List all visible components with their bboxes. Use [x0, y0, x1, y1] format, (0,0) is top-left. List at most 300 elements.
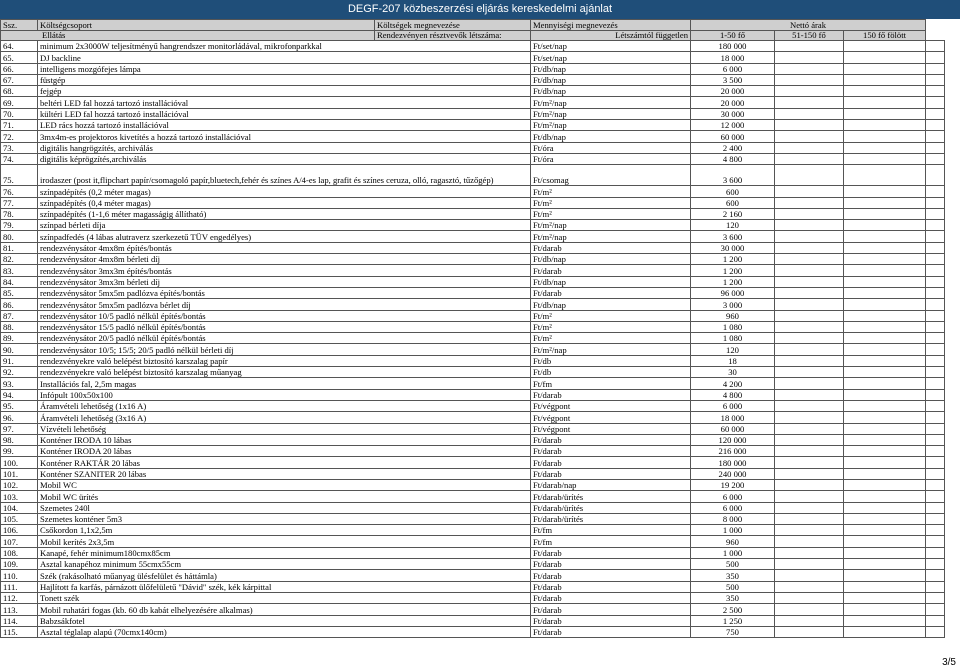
- row-description: DJ backline: [38, 52, 531, 63]
- row-number: 100.: [1, 457, 38, 468]
- row-price-1-50: [775, 108, 844, 119]
- row-price-51-150: [844, 231, 926, 242]
- row-unit: Ft/m²: [531, 208, 691, 219]
- table-row: [1, 367, 945, 378]
- row-number: 95.: [1, 400, 38, 411]
- row-price-150-plus: [926, 74, 945, 85]
- table-row: [1, 457, 945, 468]
- row-description: Konténer RAKTÁR 20 lábas: [38, 457, 531, 468]
- row-unit: Ft/set/nap: [531, 52, 691, 63]
- row-price-51-150: [844, 165, 926, 186]
- table-row: [1, 97, 945, 108]
- header-mennyisegi-megnevezes: Mennyiségi megnevezés: [531, 20, 691, 31]
- row-price: 750: [691, 626, 775, 637]
- row-price-1-50: [775, 287, 844, 298]
- row-price-150-plus: [926, 468, 945, 479]
- row-price: 12 000: [691, 120, 775, 131]
- row-price: 1 250: [691, 615, 775, 626]
- row-price-1-50: [775, 74, 844, 85]
- row-description: rendezvényekre való belépést biztosító karszalag papír: [38, 355, 531, 366]
- row-price-1-50: [775, 559, 844, 570]
- row-description: rendezvénysátor 3mx3m bérleti díj: [38, 276, 531, 287]
- row-unit: Ft/db/nap: [531, 299, 691, 310]
- row-price-51-150: [844, 457, 926, 468]
- row-unit: Ft/darab: [531, 468, 691, 479]
- row-price-51-150: [844, 547, 926, 558]
- row-description: Asztal téglalap alapú (70cmx140cm): [38, 626, 531, 637]
- table-row: [1, 344, 945, 355]
- row-price: 3 000: [691, 299, 775, 310]
- row-unit: Ft/óra: [531, 153, 691, 164]
- row-price-1-50: [775, 63, 844, 74]
- row-unit: Ft/darab/ürítés: [531, 491, 691, 502]
- row-price-51-150: [844, 468, 926, 479]
- row-price: 6 000: [691, 491, 775, 502]
- row-price: 30 000: [691, 108, 775, 119]
- row-description: digitális képrögzítés,archiválás: [38, 153, 531, 164]
- row-price-51-150: [844, 502, 926, 513]
- row-price-150-plus: [926, 321, 945, 332]
- row-description: beltéri LED fal hozzá tartozó installációval: [38, 97, 531, 108]
- row-price-1-50: [775, 547, 844, 558]
- row-number: 78.: [1, 208, 38, 219]
- row-description: Csőkordon 1,1x2,5m: [38, 525, 531, 536]
- row-number: 76.: [1, 186, 38, 197]
- table-row: [1, 86, 945, 97]
- row-description: színpadépítés (0,2 méter magas): [38, 186, 531, 197]
- row-price-150-plus: [926, 186, 945, 197]
- row-price-51-150: [844, 536, 926, 547]
- row-unit: Ft/végpont: [531, 423, 691, 434]
- row-price-150-plus: [926, 536, 945, 547]
- row-price-1-50: [775, 197, 844, 208]
- row-number: 91.: [1, 355, 38, 366]
- row-price: 4 800: [691, 389, 775, 400]
- row-price-1-50: [775, 97, 844, 108]
- row-unit: Ft/db/nap: [531, 63, 691, 74]
- row-number: 72.: [1, 131, 38, 142]
- row-number: 64.: [1, 41, 38, 52]
- header-1-50-fo: 1-50 fő: [691, 30, 775, 41]
- row-price: 1 200: [691, 276, 775, 287]
- row-price-150-plus: [926, 86, 945, 97]
- row-description: rendezvénysátor 5mx5m padlózva építés/bontás: [38, 287, 531, 298]
- row-price-1-50: [775, 153, 844, 164]
- row-description: kültéri LED fal hozzá tartozó installációval: [38, 108, 531, 119]
- row-description: Infópult 100x50x100: [38, 389, 531, 400]
- row-price-51-150: [844, 592, 926, 603]
- row-price: 20 000: [691, 97, 775, 108]
- row-description: Mobil kerítés 2x3,5m: [38, 536, 531, 547]
- row-unit: Ft/m²/nap: [531, 108, 691, 119]
- row-number: 77.: [1, 197, 38, 208]
- row-price-1-50: [775, 242, 844, 253]
- row-price: 1 200: [691, 265, 775, 276]
- row-number: 74.: [1, 153, 38, 164]
- row-unit: Ft/m²/nap: [531, 231, 691, 242]
- row-price-51-150: [844, 333, 926, 344]
- row-price-150-plus: [926, 592, 945, 603]
- table-row: [1, 626, 945, 637]
- row-unit: Ft/darab: [531, 581, 691, 592]
- row-price-150-plus: [926, 367, 945, 378]
- table-row: [1, 208, 945, 219]
- row-price: 96 000: [691, 287, 775, 298]
- row-description: rendezvénysátor 10/5 padló nélkül építés/bontás: [38, 310, 531, 321]
- row-description: színpadépítés (1-1,6 méter magasságig állítható): [38, 208, 531, 219]
- row-price-51-150: [844, 120, 926, 131]
- row-price-51-150: [844, 142, 926, 153]
- row-number: 83.: [1, 265, 38, 276]
- table-row: [1, 321, 945, 332]
- row-number: 105.: [1, 513, 38, 524]
- row-description: Konténer IRODA 20 lábas: [38, 446, 531, 457]
- row-number: 66.: [1, 63, 38, 74]
- row-price-150-plus: [926, 310, 945, 321]
- row-description: LED rács hozzá tartozó installációval: [38, 120, 531, 131]
- row-description: rendezvénysátor 4mx8m építés/bontás: [38, 242, 531, 253]
- row-price: 180 000: [691, 457, 775, 468]
- row-price-51-150: [844, 74, 926, 85]
- row-price-51-150: [844, 434, 926, 445]
- row-price-51-150: [844, 604, 926, 615]
- row-price-150-plus: [926, 265, 945, 276]
- row-price-51-150: [844, 513, 926, 524]
- row-price-1-50: [775, 142, 844, 153]
- header-150-fo-folott: 150 fő fölött: [844, 30, 926, 41]
- row-unit: Ft/fm: [531, 536, 691, 547]
- row-price: 60 000: [691, 131, 775, 142]
- row-number: 112.: [1, 592, 38, 603]
- row-price-1-50: [775, 378, 844, 389]
- header-ellatas: Ellátás: [1, 30, 375, 41]
- table-row: [1, 592, 945, 603]
- row-description: Áramvételi lehetőség (1x16 A): [38, 400, 531, 411]
- row-price-1-50: [775, 254, 844, 265]
- row-unit: Ft/m²/nap: [531, 97, 691, 108]
- header-row-1: [1, 20, 945, 31]
- row-price-51-150: [844, 389, 926, 400]
- row-price: 2 500: [691, 604, 775, 615]
- row-price-51-150: [844, 446, 926, 457]
- row-price-150-plus: [926, 525, 945, 536]
- row-price-150-plus: [926, 131, 945, 142]
- row-price-51-150: [844, 378, 926, 389]
- header-koltsegcsoport: Költségcsoport: [38, 20, 375, 31]
- row-unit: Ft/darab/nap: [531, 479, 691, 490]
- row-price-150-plus: [926, 412, 945, 423]
- row-description: füstgép: [38, 74, 531, 85]
- row-number: 85.: [1, 287, 38, 298]
- row-unit: Ft/darab: [531, 592, 691, 603]
- row-price-1-50: [775, 513, 844, 524]
- row-number: 115.: [1, 626, 38, 637]
- row-price-1-50: [775, 120, 844, 131]
- row-price-51-150: [844, 412, 926, 423]
- row-price-150-plus: [926, 97, 945, 108]
- row-unit: Ft/darab: [531, 559, 691, 570]
- row-price: 18 000: [691, 52, 775, 63]
- page-number: 3/5: [942, 657, 956, 668]
- table-row: [1, 242, 945, 253]
- row-unit: Ft/darab/ürítés: [531, 513, 691, 524]
- table-row: [1, 559, 945, 570]
- document-title: DEGF-207 közbeszerzési eljárás kereskedelmi ajánlat: [347, 3, 613, 15]
- row-price: 3 600: [691, 165, 775, 186]
- row-unit: Ft/darab: [531, 547, 691, 558]
- header-letszamtol-fuggetlen: Létszámtól független: [531, 30, 691, 41]
- row-price: 3 500: [691, 74, 775, 85]
- row-unit: Ft/darab/ürítés: [531, 502, 691, 513]
- row-price-150-plus: [926, 153, 945, 164]
- row-price: 180 000: [691, 41, 775, 52]
- row-price-150-plus: [926, 197, 945, 208]
- row-price-51-150: [844, 208, 926, 219]
- row-price-150-plus: [926, 457, 945, 468]
- row-price-150-plus: [926, 389, 945, 400]
- row-price-1-50: [775, 536, 844, 547]
- table-row: [1, 276, 945, 287]
- row-price: 350: [691, 592, 775, 603]
- table-row: [1, 479, 945, 490]
- row-description: 3mx4m-es projektoros kivetítés a hozzá tartozó installációval: [38, 131, 531, 142]
- table-row: [1, 142, 945, 153]
- row-price-51-150: [844, 52, 926, 63]
- table-row: [1, 131, 945, 142]
- row-price-51-150: [844, 265, 926, 276]
- row-price-1-50: [775, 231, 844, 242]
- header-51-150-fo: 51-150 fő: [775, 30, 844, 41]
- row-number: 114.: [1, 615, 38, 626]
- row-description: rendezvénysátor 15/5 padló nélkül építés/bontás: [38, 321, 531, 332]
- row-number: 98.: [1, 434, 38, 445]
- row-description: Asztal kanapéhoz minimum 55cmx55cm: [38, 559, 531, 570]
- row-price: 6 000: [691, 502, 775, 513]
- table-row: [1, 547, 945, 558]
- row-description: rendezvénysátor 5mx5m padlózva bérlet díj: [38, 299, 531, 310]
- row-price-150-plus: [926, 400, 945, 411]
- row-number: 84.: [1, 276, 38, 287]
- row-price: 600: [691, 186, 775, 197]
- table-row: [1, 513, 945, 524]
- row-price-1-50: [775, 86, 844, 97]
- table-row: [1, 165, 945, 186]
- row-price-1-50: [775, 412, 844, 423]
- row-price-150-plus: [926, 423, 945, 434]
- row-price-1-50: [775, 446, 844, 457]
- table-row: [1, 310, 945, 321]
- row-price-51-150: [844, 423, 926, 434]
- table-row: [1, 604, 945, 615]
- row-description: rendezvénysátor 3mx3m építés/bontás: [38, 265, 531, 276]
- price-table: [0, 19, 945, 638]
- row-price-1-50: [775, 592, 844, 603]
- row-unit: Ft/db: [531, 355, 691, 366]
- table-row: [1, 231, 945, 242]
- row-price: 960: [691, 310, 775, 321]
- row-price-51-150: [844, 367, 926, 378]
- row-price-1-50: [775, 626, 844, 637]
- row-price-1-50: [775, 525, 844, 536]
- row-price: 600: [691, 197, 775, 208]
- row-description: Konténer SZANITER 20 lábas: [38, 468, 531, 479]
- row-description: Mobil WC ürítés: [38, 491, 531, 502]
- row-price-51-150: [844, 254, 926, 265]
- row-unit: Ft/darab: [531, 265, 691, 276]
- row-price-1-50: [775, 604, 844, 615]
- row-price: 1 000: [691, 547, 775, 558]
- row-unit: Ft/fm: [531, 525, 691, 536]
- table-row: [1, 299, 945, 310]
- row-price-1-50: [775, 423, 844, 434]
- table-row: [1, 108, 945, 119]
- row-description: digitális hangrögzítés, archiválás: [38, 142, 531, 153]
- row-price-51-150: [844, 276, 926, 287]
- row-unit: Ft/db/nap: [531, 276, 691, 287]
- row-price: 500: [691, 559, 775, 570]
- row-number: 69.: [1, 97, 38, 108]
- table-row: [1, 63, 945, 74]
- row-description: Konténer IRODA 10 lábas: [38, 434, 531, 445]
- table-row: [1, 52, 945, 63]
- row-price-51-150: [844, 491, 926, 502]
- row-description: irodaszer (post it,flipchart papír/csomagoló papír,bluetech,fehér és színes A/4-es lap, grafit és színes ceruza, olló, ragasztó, tűzőgép): [38, 165, 531, 186]
- row-description: Installációs fal, 2,5m magas: [38, 378, 531, 389]
- row-price-150-plus: [926, 479, 945, 490]
- row-price: 2 160: [691, 208, 775, 219]
- row-unit: Ft/darab: [531, 626, 691, 637]
- row-unit: Ft/set/nap: [531, 41, 691, 52]
- row-price-51-150: [844, 310, 926, 321]
- row-description: rendezvénysátor 4mx8m bérleti díj: [38, 254, 531, 265]
- row-price-150-plus: [926, 581, 945, 592]
- row-price-150-plus: [926, 41, 945, 52]
- row-price: 20 000: [691, 86, 775, 97]
- row-unit: Ft/db/nap: [531, 86, 691, 97]
- row-price-1-50: [775, 491, 844, 502]
- row-description: Mobil WC: [38, 479, 531, 490]
- row-price-1-50: [775, 615, 844, 626]
- row-number: 90.: [1, 344, 38, 355]
- row-price-1-50: [775, 434, 844, 445]
- table-row: [1, 491, 945, 502]
- row-price-51-150: [844, 220, 926, 231]
- row-description: Szemetes 240l: [38, 502, 531, 513]
- row-price-51-150: [844, 479, 926, 490]
- table-row: [1, 502, 945, 513]
- row-price: 30 000: [691, 242, 775, 253]
- row-price-51-150: [844, 131, 926, 142]
- row-unit: Ft/m²/nap: [531, 344, 691, 355]
- row-number: 75.: [1, 165, 38, 186]
- row-price-51-150: [844, 321, 926, 332]
- row-price-150-plus: [926, 120, 945, 131]
- header-ssz: Ssz.: [1, 20, 38, 31]
- table-row: [1, 434, 945, 445]
- row-unit: Ft/db: [531, 367, 691, 378]
- row-number: 109.: [1, 559, 38, 570]
- row-price-1-50: [775, 333, 844, 344]
- row-number: 107.: [1, 536, 38, 547]
- row-price: 500: [691, 581, 775, 592]
- row-number: 81.: [1, 242, 38, 253]
- table-row: [1, 423, 945, 434]
- table-row: [1, 186, 945, 197]
- row-price-51-150: [844, 197, 926, 208]
- row-number: 108.: [1, 547, 38, 558]
- row-number: 101.: [1, 468, 38, 479]
- row-price-1-50: [775, 299, 844, 310]
- row-number: 68.: [1, 86, 38, 97]
- row-description: intelligens mozgófejes lámpa: [38, 63, 531, 74]
- row-price-51-150: [844, 108, 926, 119]
- row-unit: Ft/m²: [531, 197, 691, 208]
- row-price: 2 400: [691, 142, 775, 153]
- table-row: [1, 468, 945, 479]
- row-price-51-150: [844, 242, 926, 253]
- row-price-1-50: [775, 131, 844, 142]
- row-price: 6 000: [691, 400, 775, 411]
- table-row: [1, 525, 945, 536]
- row-price: 18: [691, 355, 775, 366]
- row-unit: Ft/darab: [531, 446, 691, 457]
- row-price-150-plus: [926, 165, 945, 186]
- row-price-1-50: [775, 276, 844, 287]
- row-price-1-50: [775, 468, 844, 479]
- row-number: 110.: [1, 570, 38, 581]
- row-number: 87.: [1, 310, 38, 321]
- row-unit: Ft/m²/nap: [531, 120, 691, 131]
- row-unit: Ft/fm: [531, 378, 691, 389]
- row-price-1-50: [775, 479, 844, 490]
- table-row: [1, 197, 945, 208]
- row-price-51-150: [844, 570, 926, 581]
- row-price-150-plus: [926, 604, 945, 615]
- row-price-51-150: [844, 97, 926, 108]
- row-price-51-150: [844, 626, 926, 637]
- row-price-150-plus: [926, 344, 945, 355]
- row-price-150-plus: [926, 446, 945, 457]
- row-price-1-50: [775, 265, 844, 276]
- row-number: 70.: [1, 108, 38, 119]
- row-number: 73.: [1, 142, 38, 153]
- row-price: 120: [691, 220, 775, 231]
- row-price-51-150: [844, 355, 926, 366]
- row-description: minimum 2x3000W teljesítményű hangrendszer monitorládával, mikrofonparkkal: [38, 41, 531, 52]
- row-price-150-plus: [926, 276, 945, 287]
- row-price-150-plus: [926, 299, 945, 310]
- row-price-51-150: [844, 344, 926, 355]
- row-unit: Ft/darab: [531, 570, 691, 581]
- row-price-150-plus: [926, 434, 945, 445]
- table-row: [1, 220, 945, 231]
- row-price-1-50: [775, 367, 844, 378]
- row-price-150-plus: [926, 615, 945, 626]
- row-unit: Ft/m²: [531, 321, 691, 332]
- row-unit: Ft/darab: [531, 242, 691, 253]
- row-price-150-plus: [926, 63, 945, 74]
- table-row: [1, 570, 945, 581]
- row-price: 1 080: [691, 333, 775, 344]
- row-price-150-plus: [926, 570, 945, 581]
- row-price: 19 200: [691, 479, 775, 490]
- row-price: 120: [691, 344, 775, 355]
- row-price-150-plus: [926, 108, 945, 119]
- row-description: Szemetes konténer 5m3: [38, 513, 531, 524]
- table-row: [1, 74, 945, 85]
- row-unit: Ft/darab: [531, 615, 691, 626]
- row-number: 99.: [1, 446, 38, 457]
